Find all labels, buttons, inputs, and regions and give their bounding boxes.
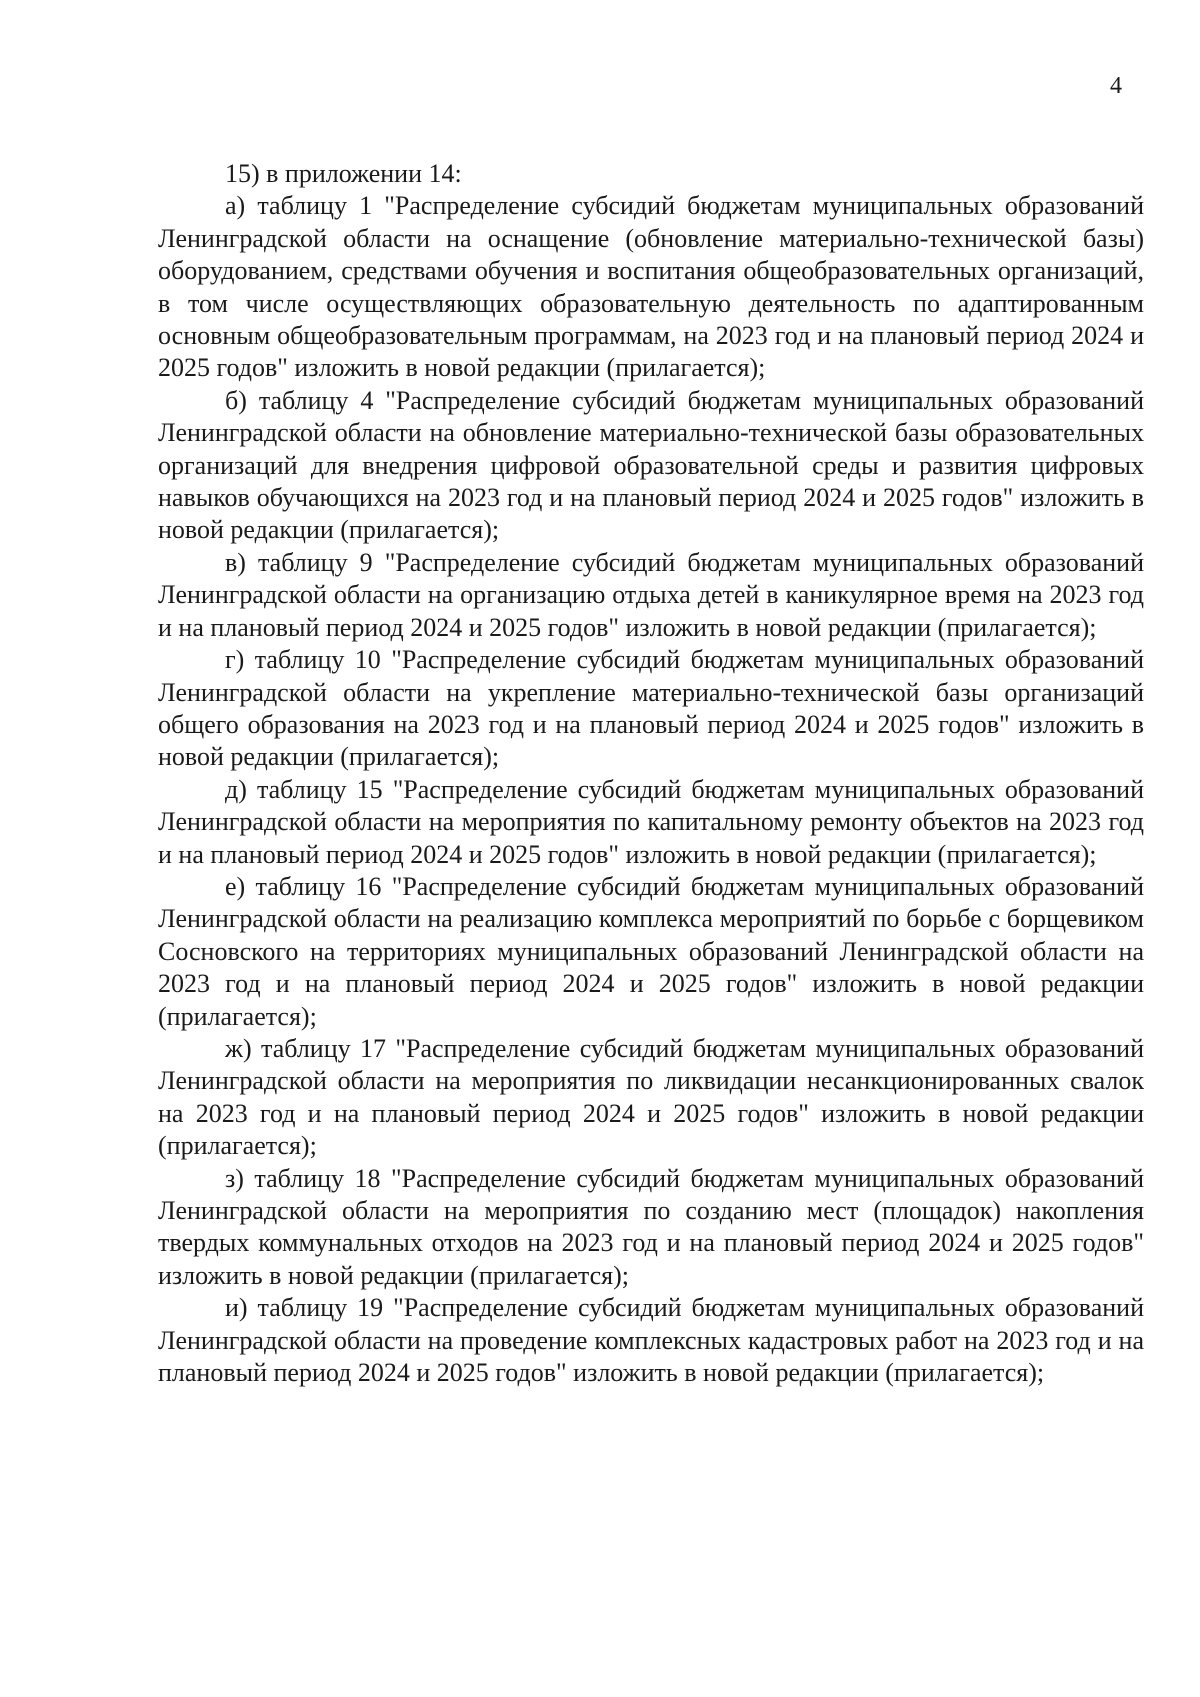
item-g-paragraph: г) таблицу 10 "Распределение субсидий бюджетам муниципальных образований Ленинградской области на укрепление материально-технической базы организаций общего образования на 2023 год и на плановый период 2024 и 2025 годов" изложить в новой редакции (прилагается);: [158, 645, 1144, 772]
item-b-paragraph: б) таблицу 4 "Распределение субсидий бюджетам муниципальных образований Ленинградской области на обновление материально-технической базы образовательных организаций для внедрения цифровой образовательной среды и развития цифровых навыков обучающихся на 2023 год и на плановый период 2024 и 2025 годов" изложить в новой редакции (прилагается);: [158, 385, 1144, 545]
item-a-paragraph: а) таблицу 1 "Распределение субсидий бюджетам муниципальных образований Ленинградской области на оснащение (обновление материально-технической базы) оборудованием, средствами обучения и воспитания общеобразовательных организаций, в том числе осуществляющих образовательную деятельность по адаптированным основным общеобразовательным программам, на 2023 год и на плановый период 2024 и 2025 годов" изложить в новой редакции (прилагается);: [158, 191, 1144, 383]
document-body: [158, 158, 1144, 1389]
page-number: 4: [1110, 73, 1122, 99]
item-e-paragraph: е) таблицу 16 "Распределение субсидий бюджетам муниципальных образований Ленинградской области на реализацию комплекса мероприятий по борьбе с борщевиком Сосновского на территориях муниципальных образований Ленинградской области на 2023 год и на плановый период 2024 и 2025 годов" изложить в новой редакции (прилагается);: [158, 871, 1144, 1031]
item-i-paragraph: и) таблицу 19 "Распределение субсидий бюджетам муниципальных образований Ленинградской области на проведение комплексных кадастровых работ на 2023 год и на плановый период 2024 и 2025 годов" изложить в новой редакции (прилагается);: [158, 1293, 1144, 1388]
item-d-paragraph: д) таблицу 15 "Распределение субсидий бюджетам муниципальных образований Ленинградской области на мероприятия по капитальному ремонту объектов на 2023 год и на плановый период 2024 и 2025 годов" изложить в новой редакции (прилагается);: [158, 774, 1144, 869]
item-zh-paragraph: ж) таблицу 17 "Распределение субсидий бюджетам муниципальных образований Ленинградской области на мероприятия по ликвидации несанкционированных свалок на 2023 год и на плановый период 2024 и 2025 годов" изложить в новой редакции (прилагается);: [158, 1033, 1144, 1161]
item-z-paragraph: з) таблицу 18 "Распределение субсидий бюджетам муниципальных образований Ленинградской области на мероприятия по созданию мест (площадок) накопления твердых коммунальных отходов на 2023 год и на плановый период 2024 и 2025 годов" изложить в новой редакции (прилагается);: [158, 1163, 1144, 1290]
item-15-heading: 15) в приложении 14:: [225, 159, 462, 188]
item-v-paragraph: в) таблицу 9 "Распределение субсидий бюджетам муниципальных образований Ленинградской области на организацию отдыха детей в каникулярное время на 2023 год и на плановый период 2024 и 2025 годов" изложить в новой редакции (прилагается);: [158, 547, 1144, 642]
